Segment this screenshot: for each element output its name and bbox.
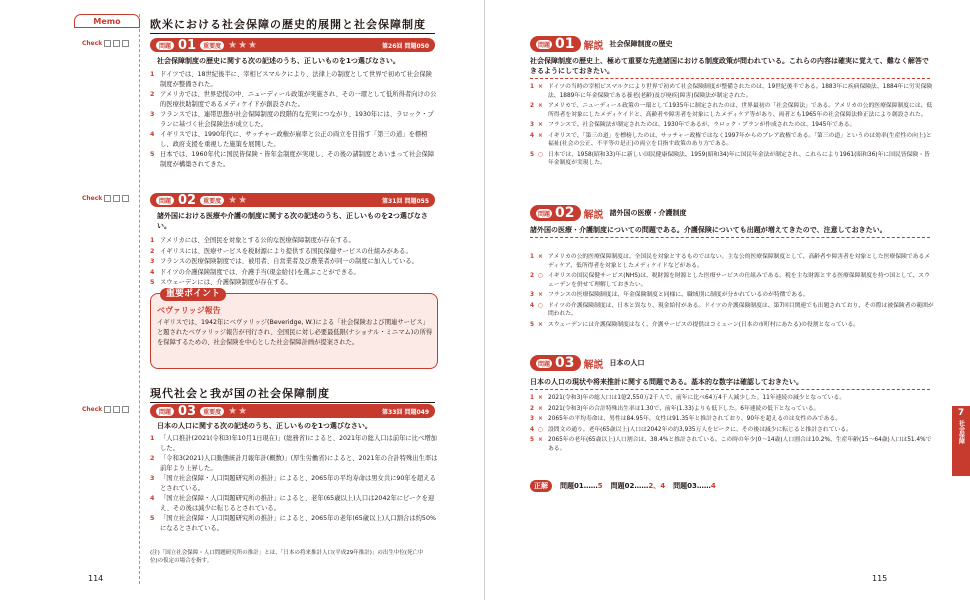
answer-lead-03: 日本の人口の現状や将来推計に関する問題である。基本的な数字は確認しておきたい。 (530, 377, 930, 390)
answer-items-01 (530, 83, 935, 170)
option-item: 2 「令和3(2021)人口動態統計月報年計(概数)」(厚生労働省)によると、2021年の合計特殊出生率は前年より上昇した。 (150, 455, 438, 472)
page-number-left: 114 (88, 574, 104, 583)
section-title-2: 現代社会と我が国の社会保障制度 (150, 385, 435, 403)
answer-item: 5 ○ 日本では、1958(昭和33)年に新しい国民健康保険法、1959(昭和34)年に国民年金法が制定され、これらにより1961(昭和36)年に国民皆保険・皆年金制度が実現した。 (530, 151, 930, 166)
question-options-01 (150, 70, 438, 170)
answer-item: 5 × 2065年の老年(65歳以上)人口割合は、38.4%と推計されている。この時の年少(0〜14歳)人口割合は10.2%、生産年齢(15〜64歳)人口は51.4%である。 (530, 437, 932, 452)
option-item: 1 アメリカには、全国民を対象とする公的な医療保障制度が存在する。 (150, 237, 355, 244)
question-bar-01: 問題 01 重要度 ★★★ 第26回 問題050 (150, 38, 435, 52)
chapter-tab[interactable]: 7 社会保障 (952, 406, 970, 476)
question-options-03 (150, 434, 438, 534)
question-bar-03: 問題 03 重要度 ★★ 第33回 問題049 (150, 404, 435, 418)
option-item: 2 アメリカでは、世界恐慌の中、ニューディール政策が実施され、その一環として低所得者向けの公的医療扶助制度であるメディケイドが創設された。 (150, 91, 437, 108)
answer-item: 1 × 2021(令和3)年の総人口は1億2,550万2千人で、前年に比べ64万4千人減少した。11年連続の減少となっている。 (530, 395, 846, 401)
answer-item: 3 × フランスで、社会保険法が制定されたのは、1930年であるが、ラロック・プランが作成されたのは、1945年である。 (530, 122, 856, 128)
answer-item: 2 × アメリカで、ニューディール政策の一環として1935年に制定されたのは、世界最初の「社会保障法」である。アメリカの公的医療保障制度には、低所得者を対象にしたメディケイドと、高齢者や障害者を対象にしたメディケア等があり、両者とも1965年の社会保障法修正法により創設された。 (530, 103, 933, 118)
answer-item: 4 ○ ドイツの介護保険制度は、日本と異なり、現金給付がある。ドイツの介護保険制度は、第7回目関連でも出題されており、その際は被保険者の範囲が問われた。 (530, 302, 934, 317)
option-item: 5 スウェーデンには、介護保険制度が存在する。 (150, 279, 292, 286)
section-title-1: 欧米における社会保障の歴史的展開と社会保障制度 (150, 16, 435, 34)
answer-item: 4 ○ 設問文の通り。老年(65歳以上)人口は2042年の約3,935万人をピークに、その後は減少に転じると推計されている。 (530, 426, 852, 433)
key-point-title: ベヴァリッジ報告 (157, 306, 221, 315)
footnote: (注)「国立社会保障・人口問題研究所の推計」とは、「日本の将来推計人口(平成29年推計)」の出生中位(死亡中位)の仮定の場合を指す。 (150, 550, 424, 564)
check-boxes-q3[interactable]: Check (82, 406, 129, 413)
answer-item: 1 × アメリカの公的医療保障制度は、全国民を対象とするものではない。主な公的医療保障制度として、高齢者や障害者を対象とした医療保険であるメディケア、低所得者を対象としたメディケイドなどがある。 (530, 254, 931, 269)
answer-item: 3 × フランスの医療保険制度は、年金保険制度と同様に、職域別に制度が分かれているのが特徴である。 (530, 292, 809, 298)
question-prompt-02: 諸外国における医療や介護の制度に関する次の記述のうち、正しいものを2つ選びなさい。 (157, 212, 428, 230)
answer-bar-01: 問題 01 解説 社会保障制度の歴史 (530, 36, 673, 52)
check-boxes-q1[interactable]: Check (82, 40, 129, 47)
question-prompt-01: 社会保障制度の歴史に関する次の記述のうち、正しいものを1つ選びなさい。 (157, 57, 400, 65)
memo-tab: Memo (74, 14, 140, 28)
option-item: 1 ドイツでは、18世紀後半に、宰相ビスマルクにより、法律上の制度として世界で初めて社会保険制度が整備された。 (150, 71, 432, 88)
answer-item: 5 × スウェーデンには介護保険制度はなく、介護サービスの提供はコミューン(日本の市町村にあたる)の役割となっている。 (530, 321, 860, 328)
answer-item: 1 × ドイツの当時の宰相ビスマルクにより世界で初めて社会保険制度が整備されたのは、19世紀後半である。1883年に疾病保険法、1884年に労災保険法、1889年に年金保険である養老(老齢)及び廃疾(障害)保険法が制定された。 (530, 84, 933, 99)
option-item: 5 「国立社会保障・人口問題研究所の推計」によると、2065年の老年(65歳以上)人口割合は約50%になるとされている。 (150, 515, 436, 532)
answer-item: 4 × イギリスで、「第三の道」を標榜したのは、サッチャー政権ではなく1997年からのブレア政権である。「第三の道」というのは効率(生産性の向上)と福祉(社会の公正、不平等の是正)の両立を目指す政策のあり方である。 (530, 132, 932, 147)
answer-summary: 正解 問題01……5 問題02……2、4 問題03……4 (530, 480, 716, 492)
answer-item: 3 × 2065年の平均寿命は、男性は84.95年、女性は91.35年と推計されており、90年を超えるのは女性のみである。 (530, 416, 841, 422)
key-point-body: イギリスでは、1942年にベヴァリッジ(Beveridge, W.)による「社会保険および関連サービス」と題されたベヴァリッジ報告が刊行され、全国民に対し必要最低限(ナショナル・ミニマム)の所得を保障するための、社会保険を中心とした社会保障計画が提案された。 (157, 319, 433, 346)
option-item: 2 イギリスには、医療サービスを税財源により提供する国民保健サービスの仕組みがある。 (150, 247, 412, 255)
answer-items-03 (530, 394, 935, 455)
option-item: 4 「国立社会保障・人口問題研究所の推計」によると、老年(65歳以上)人口は2042年にピークを迎え、その後は減少に転じるとされている。 (150, 495, 435, 512)
memo-column (70, 14, 140, 584)
key-point-heading: 重要ポイント (160, 288, 226, 301)
option-item: 4 ドイツの介護保険制度では、介護手当(現金給付)を選ぶことができる。 (150, 268, 360, 276)
option-item: 3 フランスの医療保険制度では、被用者、自営業者及び農業者が同一の制度に加入している。 (150, 258, 418, 265)
question-options-02 (150, 236, 438, 289)
question-bar-02: 問題 02 重要度 ★★ 第31回 問題055 (150, 193, 435, 207)
check-boxes-q2[interactable]: Check (82, 195, 129, 202)
answer-items-02 (530, 253, 935, 331)
answer-lead-02: 諸外国の医療・介護制度についての問題である。介護保険についても出題が増えてきたので、注意しておきたい。 (530, 225, 930, 238)
page-number-right: 115 (872, 574, 888, 583)
answer-bar-02: 問題 02 解説 諸外国の医療・介護制度 (530, 205, 687, 221)
option-item: 5 日本では、1960年代に国民皆保険・皆年金制度が実現し、その後の諸制度とあいまって社会保障制度が構築されてきた。 (150, 151, 435, 168)
answer-item: 2 ○ イギリスの国民保健サービス(NHS)は、税財源を財源とした医療サービスの仕組みである。税を主な財源とする医療保障制度を持つ国として、スウェーデンを併せて理解しておきたい。 (530, 273, 930, 288)
answer-item: 2 × 2021(令和3)年の合計特殊出生率は1.30で、前年(1.33)よりも低下した。6年連続の低下となっている。 (530, 405, 820, 412)
option-item: 1 「人口推計(2021(令和3)年10月1日現在)」(総務省)によると、2021年の総人口は前年に比べ増加した。 (150, 435, 437, 452)
answer-lead-01: 社会保障制度の歴史上、極めて重要な先進諸国における制度政策が問われている。これらの内容は確実に覚えて、難なく解答できるようにしておきたい。 (530, 56, 930, 79)
option-item: 3 フランスでは、連帯思想が社会保障制度の段階的な充実につながり、1930年には、ラロック・プランに基づく社会保険法が成立した。 (150, 111, 434, 128)
option-item: 3 「国立社会保障・人口問題研究所の推計」によると、2065年の平均寿命は男女共に90年を超えるとされている。 (150, 475, 436, 492)
correct-badge: 正解 (530, 480, 552, 492)
question-prompt-03: 日本の人口に関する次の記述のうち、正しいものを1つ選びなさい。 (157, 422, 372, 430)
option-item: 4 イギリスでは、1990年代に、サッチャー政権が雇率と公正の両立を目指す「第三の道」を標榜し、政府支援を重視した施策を展開した。 (150, 131, 428, 148)
answer-bar-03: 問題 03 解説 日本の人口 (530, 355, 645, 371)
